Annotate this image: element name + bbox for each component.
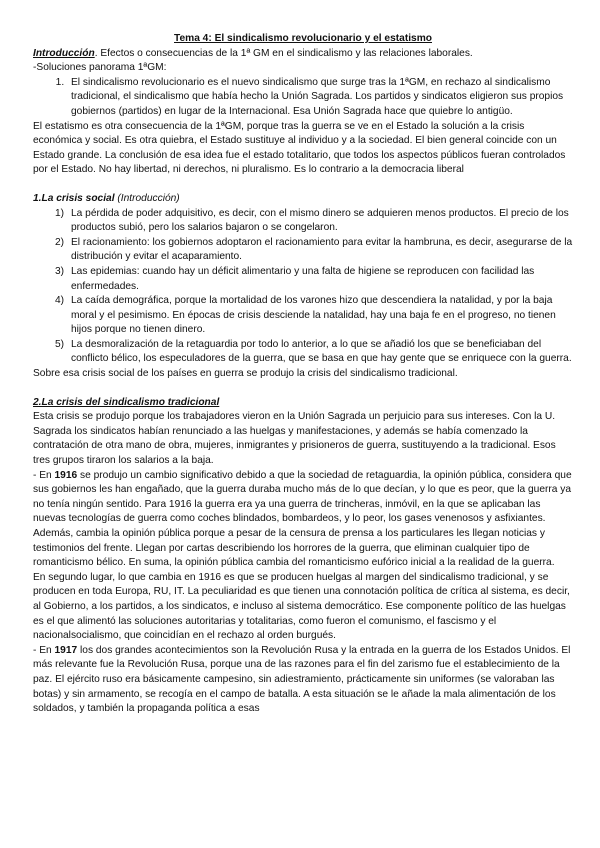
section-2-heading (33, 396, 573, 411)
intro-paragraph: El estatismo es otra consecuencia de la 1ªGM, porque tras la guerra se ve en el Estado la solución a la crisis económica y social. Es otra quiebra, el Estado sustituye al individuo y a la sociedad. El bien general coincide con un Estado grande. La conclusión de esa idea fue el estado totalitario, que todos los aspectos públicos fueran controlados por el Estado. No hay libertad, ni derechos, ni pluralismo. Es lo contrario a la democracia liberal (33, 120, 566, 176)
section-1-subtitle: (Introducción) (114, 192, 180, 204)
section-2-paragraph-4: - En 1917 los dos grandes acontecimientos son la Revolución Rusa y la entrada en la guerra de los Estados Unidos. El más relevante fue la Revolución Rusa, porque una de las razones para el fin del zarismo fue el establecimiento de la paz. El ejército ruso era básicamente campesino, sin adiestramiento, prácticamente sin uniformes (se valoraban las botas) y sin armamento, se recogía en el campo de batalla. A esta situación se le añade la mala alimentación de los soldados, y también la propaganda política a esas (33, 644, 571, 715)
section-1-number: 1. (33, 192, 42, 204)
section-1-list (33, 207, 573, 368)
document-page (33, 32, 573, 717)
list-item: 4) La caída demográfica, porque la mortalidad de los varones hizo que descendiera la natalidad, y por la baja moral y el pesimismo. En épocas de crisis desciende la natalidad, hay una baja fe en el progreso, no tienen hijos porque no tienen dinero. (55, 295, 556, 336)
section-1-closing: Sobre esa crisis social de los países en guerra se produjo la crisis del sindicalismo tradicional. (33, 368, 458, 380)
list-item: 2) El racionamiento: los gobiernos adoptaron el racionamiento para evitar la hambruna, es decir, asegurarse de la distribución y evitar el acaparamiento. (55, 236, 573, 263)
list-item: 1) La pérdida de poder adquisitivo, es decir, con el mismo dinero se adquieren menos productos. El precio de los productos subió, pero los salarios bajaron o se congelaron. (55, 207, 569, 234)
year-1917: 1917 (54, 644, 78, 656)
intro-list (33, 76, 573, 120)
list-item: 3) Las epidemias: cuando hay un déficit alimentario y una falta de higiene se reproducen con facilidad las enfermedades. (55, 265, 535, 292)
section-2-paragraph-2: - En 1916 se produjo un cambio significativo debido a que la sociedad de retaguardia, la opinión pública, considera que sus gobiernos les han engañado, que la guerra duraba mucho más de lo que decían, y lo que es peor, que la guerra ya no tenía ningún sentido. Para 1916 la guerra era ya una guerra de trincheras, inmóvil, en la que se aplicaban las nuevas tecnologías de guerra como coches blindados, bombardeos, y lo peor, los gases venenosos y asfixiantes. Además, cambia la opinión pública porque a pesar de la censura de prensa a los particulares les llegan noticias y testimonios del frente. Llegan por cartas describiendo los horrores de la guerra, que eliminan cualquier tipo de romanticismo bélico. En suma, la opinión pública cambia del romanticismo eufórico inicial a la realidad de la guerra. (33, 469, 572, 569)
section-1-title: La crisis social (41, 192, 115, 204)
intro-line (33, 47, 573, 62)
intro-text: . Efectos o consecuencias de la 1ª GM en el sindicalismo y las relaciones laborales. (94, 47, 473, 59)
intro-solutions-line: -Soluciones panorama 1ªGM: (33, 62, 167, 74)
list-item: 1. El sindicalismo revolucionario es el nuevo sindicalismo que surge tras la 1ªGM, en rechazo al sindicalismo tradicional, el sindicalismo que había hecho la Unión Sagrada. Los partidos y sindicatos eligieron sus propios gobiernos (partidos) en lugar de la Internacional. Esa Unión Sagrada hace que quiebre lo antigüo. (67, 76, 573, 120)
intro-label: Introducción (33, 47, 95, 59)
year-1916: 1916 (54, 469, 78, 481)
section-2-title: La crisis del sindicalismo tradicional (41, 396, 220, 408)
section-2-number: 2. (33, 396, 42, 408)
section-2-paragraph-1: Esta crisis se produjo porque los trabajadores vieron en la Unión Sagrada un perjuicio para sus intereses. Con la U. Sagrada los sindicatos habían renunciado a las huelgas y manifestaciones, y además se había comenzado la contratación de otra mano de obra, mujeres, inmigrantes y prisioneros de guerra, sustituyendo a la tradicional. Esos tres grupos tiraron los salarios a la baja. (33, 411, 556, 467)
page-title: Tema 4: El sindicalismo revolucionario y el estatismo (174, 33, 432, 44)
list-item: 5) La desmoralización de la retaguardia por todo lo anterior, a lo que se añadió los que se beneficiaban del conflicto bélico, los especuladores de la guerra, que se basa en que hay gente que se enriquece con la guerra. (55, 338, 572, 365)
section-2-paragraph-3: En segundo lugar, lo que cambia en 1916 es que se producen huelgas al margen del sindicalismo tradicional, y se producen en toda Europa, RU, IT. La peculiaridad es que tienen una connotación política de crítica al sistema, es decir, al Gobierno, a los partidos, a los sindicatos, e incluso al sistema democrático. Ese componente político de las huelgas es el que alimentó las soluciones autoritarias y totalitarias, como fueron el comunismo, el fascismo y el nacionalsocialismo, que coincidían en el rechazo al orden burgués. (33, 571, 570, 642)
section-1-heading (33, 192, 573, 207)
